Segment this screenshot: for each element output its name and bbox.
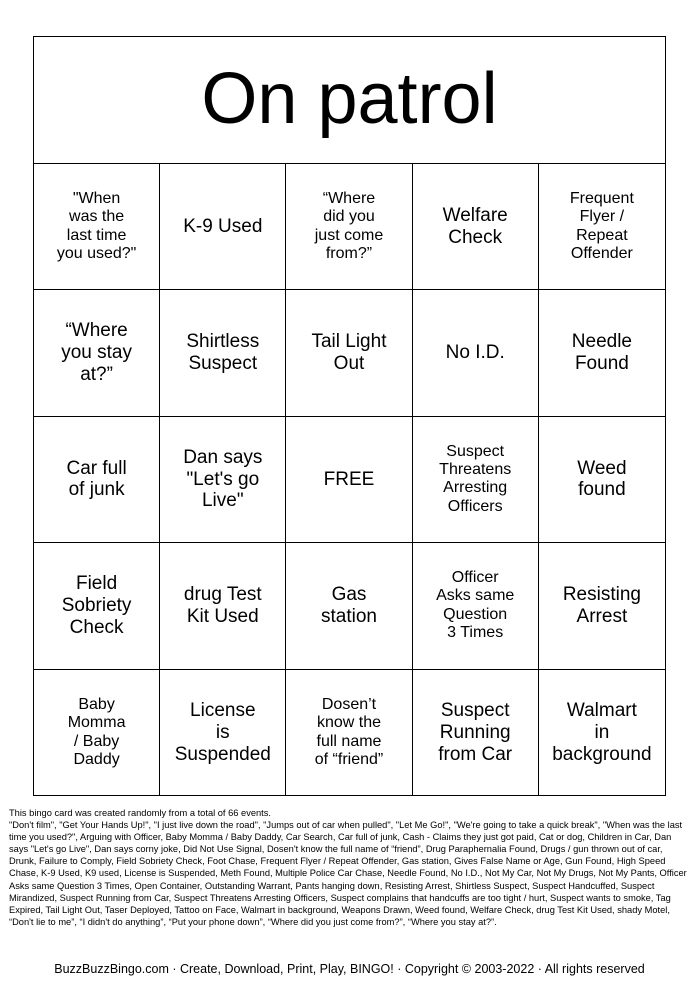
bingo-cell: Tail Light Out xyxy=(286,290,412,416)
site-credit: BuzzBuzzBingo.com · Create, Download, Print, Play, BINGO! · Copyright © 2003-2022 · All rights reserved xyxy=(54,962,645,976)
bingo-cell: Shirtless Suspect xyxy=(160,290,286,416)
bingo-cell: Resisting Arrest xyxy=(539,543,665,669)
bingo-cell: Field Sobriety Check xyxy=(34,543,160,669)
event-list-text: "Don't film", "Get Your Hands Up!", "I just live down the road", "Jumps out of car when pulled", "Let Me Go!", "We're going to take a quick break", "When was the last time you used?", Arguing with Officer, Baby Momma / Baby Daddy, Car Search, Car full of junk, Cash - Claims they just got paid, Cat or dog, Children in Car, Dan says "Let's go Live", Dan says corny joke, Did Not Use Signal, Dosen't know the full name of “friend”, Drug Paraphernalia Found, Drugs / gun thrown out of car, Drunk, Failure to Comply, Field Sobriety Check, Foot Chase, Frequent Flyer / Repeat Offender, Gas station, Gives False Name or Age, Gun Found, High Speed Chase, K-9 Used, K9 used, License is Suspended, Meth Found, Multiple Police Car Chase, Needle Found, No I.D., Not My Car, Not My Drugs, Not My Pants, Officer Asks same Question 3 Times, Open Container, Outstanding Warrant, Pants hanging down, Resisting Arrest, Shirtless Suspect, Suspect Handcuffed, Suspect Mirandized, Suspect Running from Car, Suspect Threatens Arresting Officers, Suspect complains that handcuffs are too tight / hurt, Suspect wants to smoke, Tag Expired, Tail Light Out, Taser Deployed, Tattoo on Face, Walmart in background, Weapons Drawn, Weed found, Welfare Check, drug Test Kit Used, shady Motel, “Don't lie to me”, “I didn't do anything”, “Put your phone down”, “Where did you just come from?”, “Where you stay at?”. xyxy=(9,820,687,927)
bingo-cell: Welfare Check xyxy=(413,164,539,290)
bingo-cell: Gas station xyxy=(286,543,412,669)
bingo-cell: Frequent Flyer / Repeat Offender xyxy=(539,164,665,290)
bingo-grid xyxy=(34,164,665,796)
bingo-cell: Dosen’t know the full name of “friend” xyxy=(286,670,412,796)
bingo-cell: Officer Asks same Question 3 Times xyxy=(413,543,539,669)
bingo-cell: K-9 Used xyxy=(160,164,286,290)
event-count-text: This bingo card was created randomly from a total of 66 events. xyxy=(9,808,271,818)
bingo-cell: "When was the last time you used?" xyxy=(34,164,160,290)
bingo-cell: Baby Momma / Baby Daddy xyxy=(34,670,160,796)
bingo-cell: No I.D. xyxy=(413,290,539,416)
bingo-cell: Car full of junk xyxy=(34,417,160,543)
bingo-cell: License is Suspended xyxy=(160,670,286,796)
free-space-cell: FREE xyxy=(286,417,412,543)
bingo-cell: Suspect Running from Car xyxy=(413,670,539,796)
bingo-cell: “Where you stay at?” xyxy=(34,290,160,416)
event-list-note xyxy=(9,807,691,928)
bingo-cell: Dan says "Let's go Live" xyxy=(160,417,286,543)
bingo-cell: “Where did you just come from?” xyxy=(286,164,412,290)
bingo-cell: Weed found xyxy=(539,417,665,543)
card-title: On patrol xyxy=(34,37,665,164)
bingo-cell: Walmart in background xyxy=(552,699,652,765)
bingo-card xyxy=(33,36,666,796)
bingo-cell: drug Test Kit Used xyxy=(160,543,286,669)
bingo-cell: Needle Found xyxy=(539,290,665,416)
bingo-cell: Suspect Threatens Arresting Officers xyxy=(413,417,539,543)
